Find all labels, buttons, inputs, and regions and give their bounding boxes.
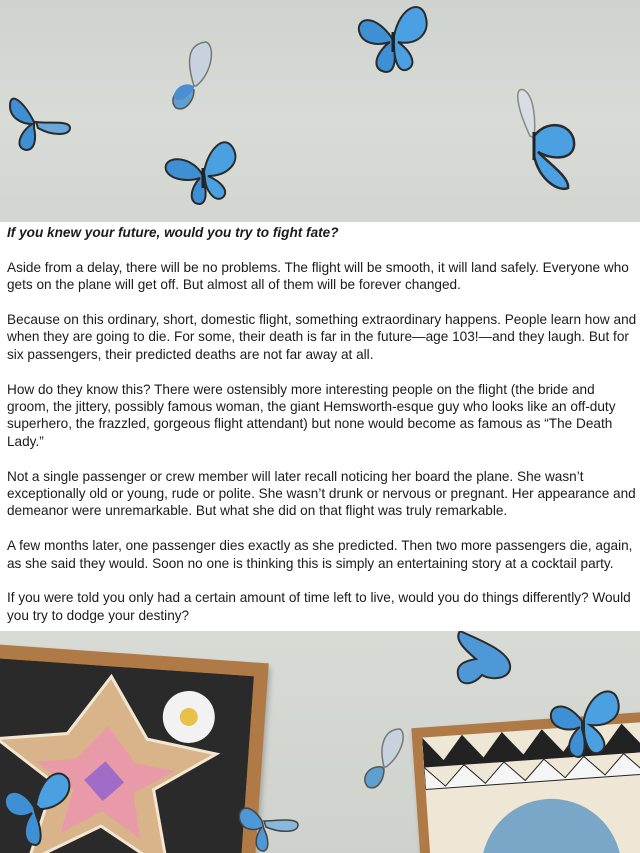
bottom-frames-photo bbox=[0, 631, 640, 853]
article-body bbox=[7, 224, 637, 642]
butterfly-icon bbox=[160, 134, 240, 208]
butterfly-icon bbox=[0, 88, 74, 156]
butterfly-icon bbox=[352, 0, 434, 76]
article-lead-question: If you knew your future, would you try to fight fate? bbox=[7, 225, 339, 240]
article-paragraph: How do they know this? There were ostensibly more interesting people on the flight (the bride and groom, the jittery, possibly famous woman, the giant Hemsworth-esque guy who looks like an off-duty superhero, the frazzled, gorgeous flight attendant) but none would become as famous as “The Death Lady.” bbox=[7, 381, 616, 449]
butterfly-icon bbox=[232, 791, 302, 853]
article-paragraph: Aside from a delay, there will be no problems. The flight will be smooth, it will land safely. Everyone who gets on the plane will get off. But almost all of them will be forever changed. bbox=[7, 259, 629, 293]
top-butterfly-photo bbox=[0, 0, 640, 222]
article-paragraph: A few months later, one passenger dies exactly as she predicted. Then two more passengers die, again, as she said they would. Soon no one is thinking this is simply an entertaining story at a cocktail party. bbox=[7, 538, 633, 571]
butterfly-icon bbox=[0, 765, 74, 849]
butterfly-icon bbox=[510, 86, 580, 192]
butterfly-icon bbox=[544, 685, 626, 761]
article-paragraph: Not a single passenger or crew member will later recall noticing her board the plane. She wasn’t exceptionally old or young, rude or polite. She wasn’t drunk or nervous or pregnant. Her appearance and demeanor were unremarkable. But what she did on that flight was truly remarkable. bbox=[7, 468, 636, 519]
article-paragraph: If you were told you only had a certain amount of time left to live, would you do things differently? Would you try to dodge your destiny? bbox=[7, 590, 631, 623]
butterfly-icon bbox=[452, 631, 516, 691]
article-paragraph: Because on this ordinary, short, domestic flight, something extraordinary happens. People learn how and when they are going to die. For some, their death is far in the future—age 103!—and they laugh. But for six passengers, their predicted deaths are not far away at all. bbox=[7, 312, 637, 362]
butterfly-icon bbox=[356, 727, 408, 793]
butterfly-icon bbox=[166, 40, 216, 112]
